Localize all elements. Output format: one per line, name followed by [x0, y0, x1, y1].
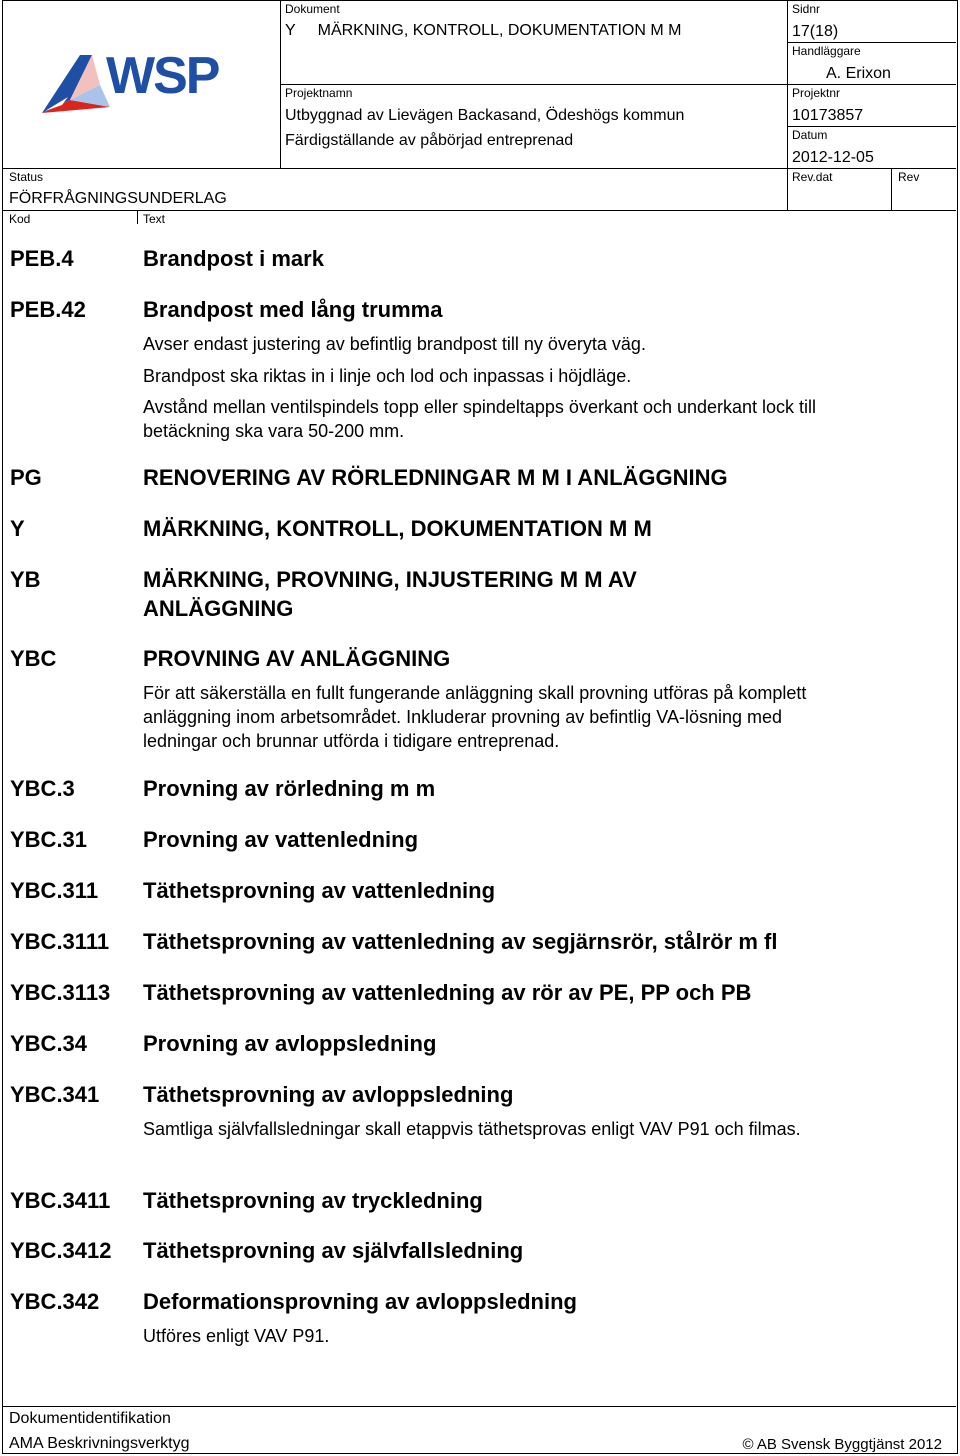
header-rule [280, 84, 956, 85]
dokid-label: Dokumentidentifikation [9, 1410, 171, 1427]
section-heading: RENOVERING AV RÖRLEDNINGAR M M I ANLÄGGNING [143, 465, 728, 490]
section-heading: PROVNING AV ANLÄGGNING [143, 646, 451, 671]
section-code: YBC.3113 [10, 980, 111, 1005]
projektnamn-label: Projektnamn [285, 86, 353, 100]
kod-label: Kod [9, 212, 31, 226]
footer-tool: AMA Beskrivningsverktyg [9, 1435, 190, 1452]
header-divider [280, 0, 281, 168]
section-heading: Provning av rörledning m m [143, 776, 436, 801]
logo-text: WSP [106, 47, 219, 105]
header-divider [137, 210, 138, 224]
section-code: YBC.31 [10, 827, 88, 852]
footer-rule [2, 1406, 956, 1407]
datum-label: Datum [792, 128, 828, 142]
header-divider [787, 0, 788, 210]
projektnamn-line2: Färdigställande av påbörjad entreprenad [285, 132, 574, 149]
section-heading: Provning av avloppsledning [143, 1031, 437, 1056]
datum-value: 2012-12-05 [792, 149, 874, 166]
dokument-label: Dokument [285, 2, 340, 16]
section-code: YBC.34 [10, 1031, 88, 1056]
section-heading: Provning av vattenledning [143, 827, 419, 852]
footer-copyright: © AB Svensk Byggtjänst 2012 [742, 1436, 942, 1453]
section-paragraph: Brandpost ska riktas in i linje och lod och inpassas i höjdläge. [143, 366, 632, 386]
section-paragraph: Avstånd mellan ventilspindels topp eller spindeltapps överkant och underkant lock till betäckning ska vara 50-200 mm. [143, 397, 817, 441]
section-code: PG [10, 465, 42, 490]
header-divider [891, 168, 892, 210]
text-label: Text [143, 212, 166, 226]
section-heading: Täthetsprovning av vattenledning av rör av PE, PP och PB [143, 980, 752, 1005]
section-heading: Brandpost i mark [143, 246, 324, 271]
section-code: YBC.341 [10, 1082, 100, 1107]
section-code: YBC [10, 646, 57, 671]
section-heading: Täthetsprovning av vattenledning [143, 878, 496, 903]
header-rule [2, 210, 956, 211]
sidnr-label: Sidnr [792, 2, 821, 16]
section-code: Y [10, 516, 25, 541]
wsp-logo [40, 45, 250, 125]
section-code: PEB.4 [10, 246, 74, 271]
dokument-value: Y MÄRKNING, KONTROLL, DOKUMENTATION M M [285, 22, 682, 39]
header-rule [2, 168, 956, 169]
section-code: YBC.311 [10, 878, 99, 903]
section-paragraph: Utföres enligt VAV P91. [143, 1326, 330, 1346]
section-code: YBC.3411 [10, 1188, 111, 1213]
header-rule [787, 126, 956, 127]
projektnr-value: 10173857 [792, 107, 864, 124]
handlaggare-value: A. Erixon [826, 65, 891, 82]
section-heading: Täthetsprovning av avloppsledning [143, 1082, 514, 1107]
projektnamn-line1: Utbyggnad av Lievägen Backasand, Ödeshögs kommun [285, 107, 685, 124]
section-code: YBC.3111 [10, 929, 110, 954]
section-heading: Täthetsprovning av självfallsledning [143, 1238, 524, 1263]
section-paragraph: För att säkerställa en fullt fungerande anläggning skall provning utföras på komplett anläggning inom arbetsområdet. Inkluderar provning av befintlig VA-lösning med ledningar och brunnar utförda i tidigare entreprenad. [143, 683, 807, 751]
section-heading: Täthetsprovning av tryckledning [143, 1188, 483, 1213]
section-paragraph: Samtliga självfallsledningar skall etappvis täthetsprovas enligt VAV P91 och filmas. [143, 1119, 801, 1139]
section-heading: MÄRKNING, PROVNING, INJUSTERING M M AV ANLÄGGNING [143, 567, 637, 621]
section-heading: MÄRKNING, KONTROLL, DOKUMENTATION M M [143, 516, 652, 541]
rev-label: Rev [898, 170, 920, 184]
section-heading: Deformationsprovning av avloppsledning [143, 1289, 577, 1314]
sidnr-value: 17(18) [792, 23, 839, 40]
section-code: YB [10, 567, 41, 592]
section-code: YBC.3 [10, 776, 75, 801]
section-paragraph: Avser endast justering av befintlig brandpost till ny överyta väg. [143, 334, 646, 354]
handlaggare-label: Handläggare [792, 44, 861, 58]
section-heading: Brandpost med lång trumma [143, 297, 443, 322]
revdat-label: Rev.dat [792, 170, 833, 184]
section-code: YBC.342 [10, 1289, 100, 1314]
header-rule [787, 42, 956, 43]
section-heading: Täthetsprovning av vattenledning av segjärnsrör, stålrör m fl [143, 929, 778, 954]
section-code: PEB.42 [10, 297, 86, 322]
section-code: YBC.3412 [10, 1238, 112, 1263]
projektnr-label: Projektnr [792, 86, 841, 100]
status-label: Status [9, 170, 44, 184]
status-value: FÖRFRÅGNINGSUNDERLAG [9, 190, 227, 207]
